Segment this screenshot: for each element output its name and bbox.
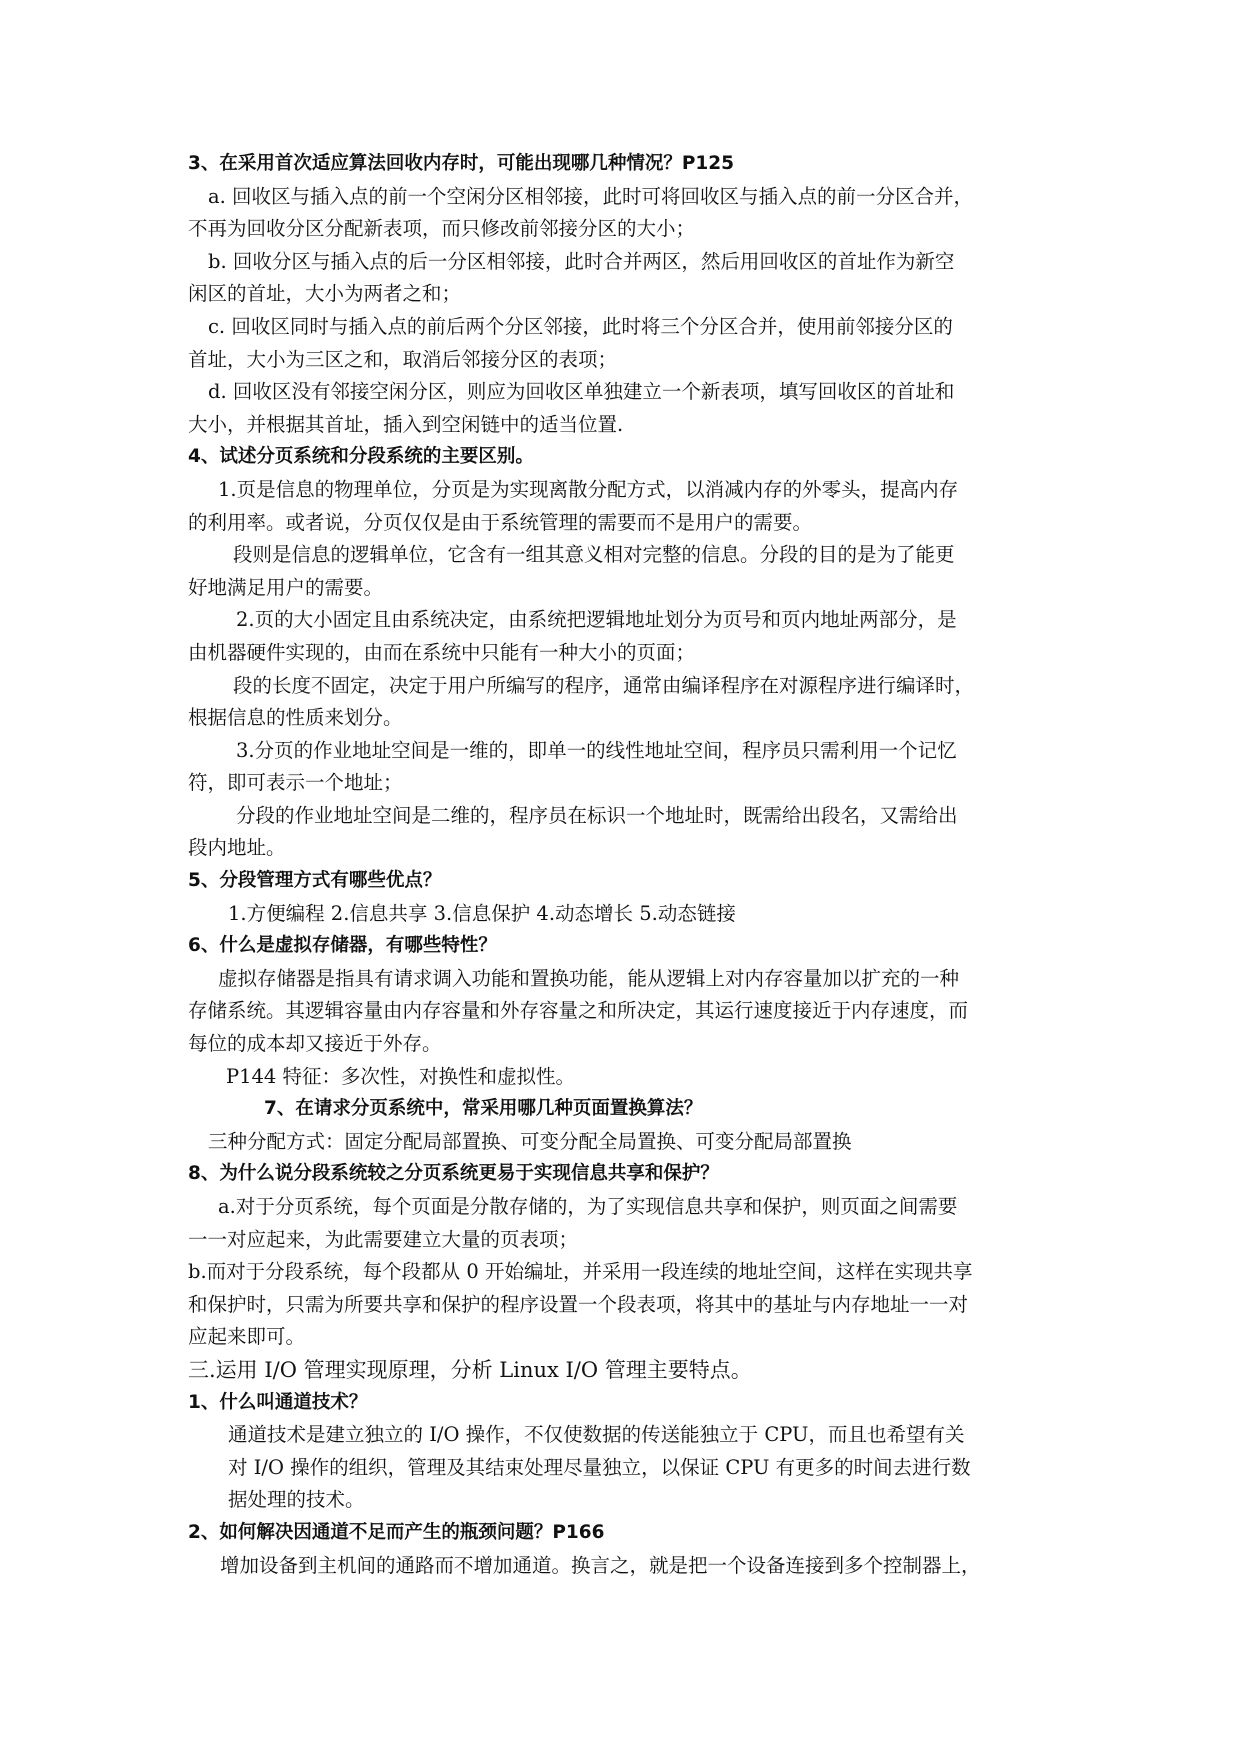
body-text-line: 分段的作业地址空间是二维的，程序员在标识一个地址时，既需给出段名，又需给出 [236,803,958,827]
body-text-line: 段则是信息的逻辑单位，它含有一组其意义相对完整的信息。分段的目的是为了能更 [233,543,955,567]
body-text-line: 不再为回收分区分配新表项，而只修改前邻接分区的大小； [188,217,696,241]
body-text-line: 的利用率。或者说，分页仅仅是由于系统管理的需要而不是用户的需要。 [188,510,813,534]
question-heading: 5、分段管理方式有哪些优点？ [188,870,442,892]
body-text-line: 每位的成本却又接近于外存。 [188,1032,442,1056]
body-text-line: 对 I/O 操作的组织，管理及其结束处理尽量独立，以保证 CPU 有更多的时间去进行数 [228,1455,971,1479]
body-text-line: 闲区的首址，大小为两者之和； [188,282,462,306]
body-text-line: a. 回收区与插入点的前一个空闲分区相邻接，此时可将回收区与插入点的前一分区合并， [208,184,974,208]
question-heading: 6、什么是虚拟存储器，有哪些特性？ [188,935,497,957]
question-heading: 1、什么叫通道技术？ [188,1391,368,1413]
body-text-line: 根据信息的性质来划分。 [188,706,403,730]
body-text-line: 好地满足用户的需要。 [188,575,384,599]
question-heading: 7、在请求分页系统中，常采用哪几种页面置换算法？ [264,1098,703,1120]
section-heading: 三.运用 I/O 管理实现原理，分析 Linux I/O 管理主要特点。 [188,1357,752,1382]
body-text-line: b.而对于分段系统，每个段都从 0 开始编址，并采用一段连续的地址空间，这样在实现共享 [188,1260,973,1284]
body-text-line: 应起来即可。 [188,1325,306,1349]
body-text-line: 1.方便编程 2.信息共享 3.信息保护 4.动态增长 5.动态链接 [228,901,736,925]
body-text-line: 一一对应起来，为此需要建立大量的页表项； [188,1227,579,1251]
body-text-line: 1.页是信息的物理单位，分页是为实现离散分配方式，以消减内存的外零头，提高内存 [218,477,959,501]
body-text-line: 段的长度不固定，决定于用户所编写的程序，通常由编译程序在对源程序进行编译时， [233,673,975,697]
body-text-line: 符，即可表示一个地址； [188,771,403,795]
body-text-line: 由机器硬件实现的，由而在系统中只能有一种大小的页面； [188,640,696,664]
body-text-line: 存储系统。其逻辑容量由内存容量和外存容量之和所决定，其运行速度接近于内存速度，而 [188,999,969,1023]
body-text-line: b. 回收分区与插入点的后一分区相邻接，此时合并两区，然后用回收区的首址作为新空 [208,249,955,273]
question-heading: 8、为什么说分段系统较之分页系统更易于实现信息共享和保护？ [188,1163,719,1185]
body-text-line: 首址，大小为三区之和，取消后邻接分区的表项； [188,347,618,371]
document-body [188,148,1058,1582]
question-heading: 3、在采用首次适应算法回收内存时，可能出现哪几种情况？P125 [188,153,735,174]
body-text-line: 虚拟存储器是指具有请求调入功能和置换功能，能从逻辑上对内存容量加以扩充的一种 [218,966,960,990]
body-text-line: c. 回收区同时与插入点的前后两个分区邻接，此时将三个分区合并，使用前邻接分区的 [208,314,953,338]
body-text-line: d. 回收区没有邻接空闲分区，则应为回收区单独建立一个新表项，填写回收区的首址和 [208,380,955,404]
body-text-line: 2.页的大小固定且由系统决定，由系统把逻辑地址划分为页号和页内地址两部分，是 [236,608,957,632]
body-text-line: 据处理的技术。 [228,1488,365,1512]
body-text-line: 增加设备到主机间的通路而不增加通道。换言之，就是把一个设备连接到多个控制器上， [220,1553,981,1577]
body-text-line: P144 特征：多次性，对换性和虚拟性。 [226,1064,576,1088]
body-text-line: a.对于分页系统，每个页面是分散存储的，为了实现信息共享和保护，则页面之间需要 [218,1195,958,1218]
question-heading: 4、试述分页系统和分段系统的主要区别。 [188,446,534,468]
question-heading: 2、如何解决因通道不足而产生的瓶颈问题？P166 [188,1521,605,1543]
body-text-line: 段内地址。 [188,836,286,860]
body-text-line: 通道技术是建立独立的 I/O 操作，不仅使数据的传送能独立于 CPU，而且也希望有关 [228,1423,965,1447]
body-text-line: 三种分配方式：固定分配局部置换、可变分配全局置换、可变分配局部置换 [208,1129,852,1153]
body-text-line: 大小，并根据其首址，插入到空闲链中的适当位置. [188,412,624,436]
body-text-line: 3.分页的作业地址空间是一维的，即单一的线性地址空间，程序员只需利用一个记忆 [236,738,957,762]
body-text-line: 和保护时，只需为所要共享和保护的程序设置一个段表项，将其中的基址与内存地址一一对 [188,1292,969,1316]
